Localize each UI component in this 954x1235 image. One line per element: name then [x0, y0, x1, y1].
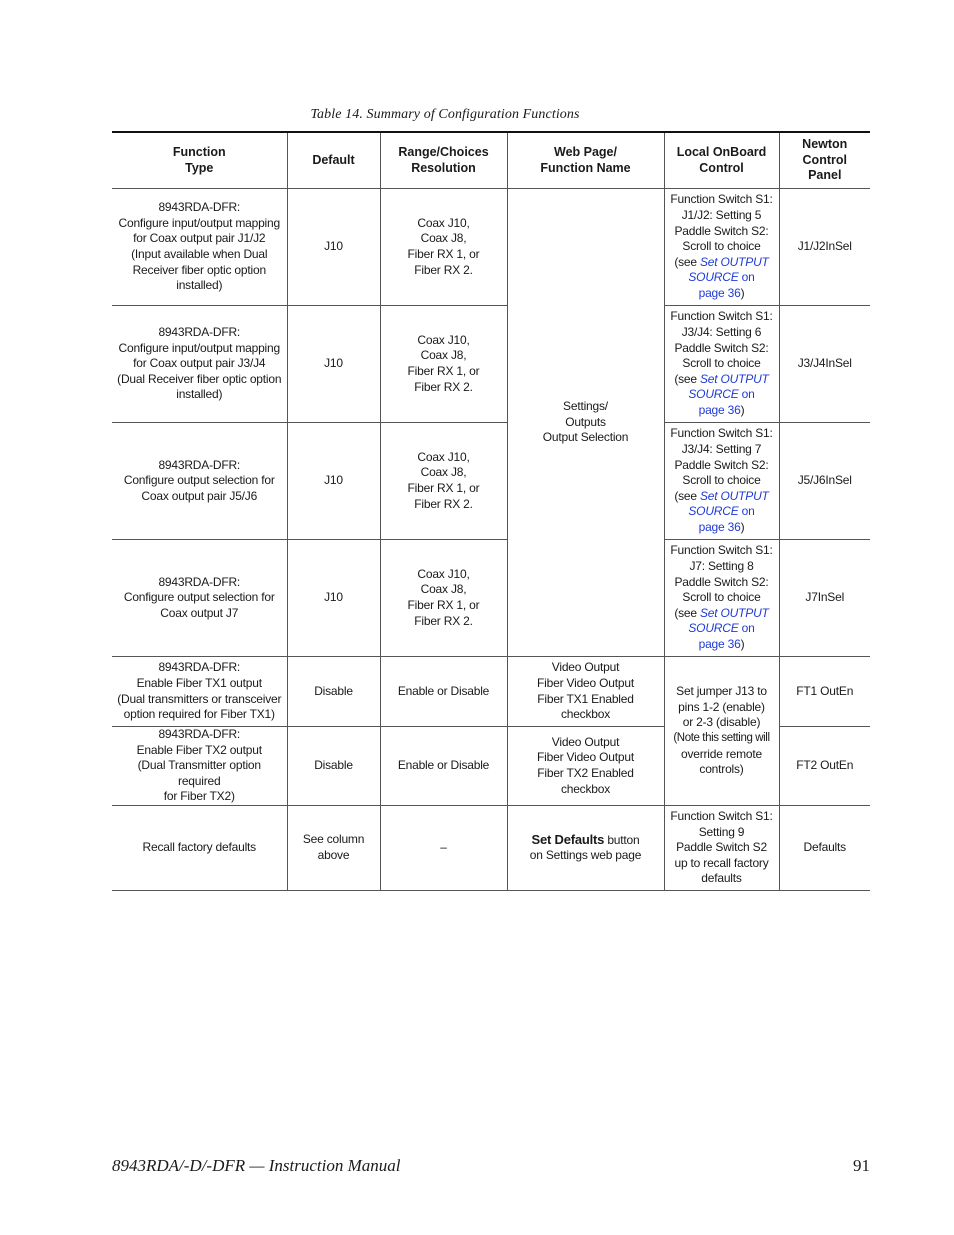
page-36-link[interactable]: page 36 — [698, 402, 741, 417]
webpage-cell: Set Defaults button on Settings web page — [507, 805, 664, 890]
function-cell: 8943RDA-DFR: Enable Fiber TX2 output (Dual Transmitter option required for Fiber TX2) — [112, 727, 287, 806]
newton-cell: J7InSel — [779, 540, 870, 657]
default-cell: J10 — [287, 540, 380, 657]
page-36-link[interactable]: page 36 — [698, 519, 741, 534]
newton-cell: J5/J6InSel — [779, 423, 870, 540]
table-row — [112, 805, 870, 890]
table-caption: Table 14. Summary of Configuration Functions — [310, 107, 580, 122]
webpage-cell: Video Output Fiber Video Output Fiber TX2 Enabled checkbox — [507, 727, 664, 806]
newton-cell: FT2 OutEn — [779, 727, 870, 806]
webpage-cell: Video Output Fiber Video Output Fiber TX1 Enabled checkbox — [507, 657, 664, 727]
local-control-cell: Function Switch S1: J7: Setting 8 Paddle Switch S2: Scroll to choice (see Set OUTPUT SOURCE on page 36) — [664, 540, 779, 657]
range-cell: Enable or Disable — [380, 657, 507, 727]
newton-cell: Defaults — [779, 805, 870, 890]
local-control-cell: Function Switch S1: J3/J4: Setting 7 Paddle Switch S2: Scroll to choice (see Set OUTPUT SOURCE on page 36) — [664, 423, 779, 540]
newton-cell: J3/J4InSel — [779, 306, 870, 423]
set-output-source-link[interactable]: Set OUTPUT — [700, 605, 769, 620]
page-36-link[interactable]: page 36 — [698, 636, 741, 651]
function-cell: 8943RDA-DFR: Configure input/output mapping for Coax output pair J1/J2 (Input available when Dual Receiver fiber optic option installed) — [112, 189, 287, 306]
page-number: 91 — [853, 1156, 870, 1175]
set-output-source-link[interactable]: Set OUTPUT — [700, 371, 769, 386]
set-output-source-link-cont[interactable]: SOURCE — [688, 504, 739, 519]
table-row — [112, 189, 870, 306]
footer-manual-title: 8943RDA/-D/-DFR — Instruction Manual — [112, 1156, 401, 1175]
set-defaults-button-label: Set Defaults — [531, 831, 605, 847]
table-row — [112, 540, 870, 657]
header-web-page: Web Page/ Function Name — [507, 132, 664, 189]
default-cell: J10 — [287, 423, 380, 540]
table-row — [112, 423, 870, 540]
default-cell: Disable — [287, 727, 380, 806]
jumper-note-cell: Set jumper J13 to pins 1-2 (enable) or 2-3 (disable) (Note this setting will override remote controls) — [664, 657, 779, 806]
local-control-cell: Function Switch S1: J3/J4: Setting 6 Paddle Switch S2: Scroll to choice (see Set OUTPUT SOURCE on page 36) — [664, 306, 779, 423]
range-cell: Enable or Disable — [380, 727, 507, 806]
set-output-source-link-cont[interactable]: SOURCE — [688, 621, 739, 636]
default-cell: J10 — [287, 306, 380, 423]
set-output-source-link-cont[interactable]: SOURCE — [688, 387, 739, 402]
set-output-source-link[interactable]: Set OUTPUT — [700, 488, 769, 503]
set-output-source-link[interactable]: Set OUTPUT — [700, 254, 769, 269]
webpage-cell-output-selection: Settings/ Outputs Output Selection — [507, 189, 664, 657]
default-cell: J10 — [287, 189, 380, 306]
function-cell: 8943RDA-DFR: Configure input/output mapping for Coax output pair J3/J4 (Dual Receiver fiber optic option installed) — [112, 306, 287, 423]
table-row — [112, 657, 870, 727]
header-function-type: Function Type — [112, 132, 287, 189]
function-cell: 8943RDA-DFR: Configure output selection for Coax output J7 — [112, 540, 287, 657]
header-local-control: Local OnBoard Control — [664, 132, 779, 189]
default-cell: See column above — [287, 805, 380, 890]
header-newton-panel: Newton Control Panel — [779, 132, 870, 189]
range-cell: Coax J10, Coax J8, Fiber RX 1, or Fiber RX 2. — [380, 189, 507, 306]
table-row — [112, 306, 870, 423]
range-cell: Coax J10, Coax J8, Fiber RX 1, or Fiber RX 2. — [380, 540, 507, 657]
configuration-table — [112, 131, 870, 891]
local-control-cell: Function Switch S1: J1/J2: Setting 5 Paddle Switch S2: Scroll to choice (see Set OUTPUT SOURCE on page 36) — [664, 189, 779, 306]
newton-cell: FT1 OutEn — [779, 657, 870, 727]
function-cell: 8943RDA-DFR: Configure output selection for Coax output pair J5/J6 — [112, 423, 287, 540]
range-cell: Coax J10, Coax J8, Fiber RX 1, or Fiber RX 2. — [380, 306, 507, 423]
table-header-row — [112, 132, 870, 189]
function-cell: Recall factory defaults — [112, 805, 287, 890]
set-output-source-link-cont[interactable]: SOURCE — [688, 270, 739, 285]
range-cell: – — [380, 805, 507, 890]
local-control-cell: Function Switch S1: Setting 9 Paddle Switch S2 up to recall factory defaults — [664, 805, 779, 890]
range-cell: Coax J10, Coax J8, Fiber RX 1, or Fiber RX 2. — [380, 423, 507, 540]
header-range-choices: Range/Choices Resolution — [380, 132, 507, 189]
header-default: Default — [287, 132, 380, 189]
function-cell: 8943RDA-DFR: Enable Fiber TX1 output (Dual transmitters or transceiver option required for Fiber TX1) — [112, 657, 287, 727]
newton-cell: J1/J2InSel — [779, 189, 870, 306]
default-cell: Disable — [287, 657, 380, 727]
page-36-link[interactable]: page 36 — [698, 285, 741, 300]
